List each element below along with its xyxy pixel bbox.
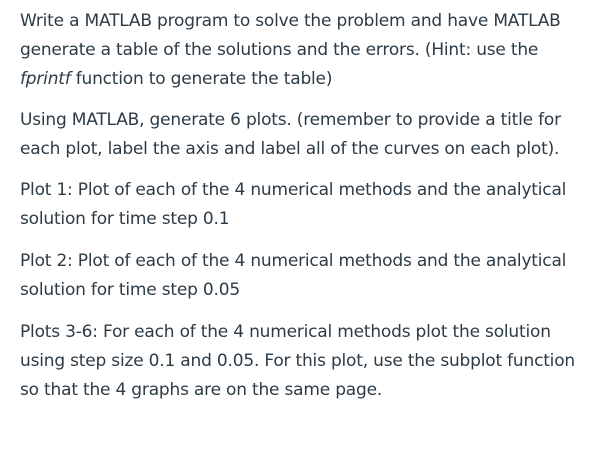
- paragraph-plot-1: Plot 1: Plot of each of the 4 numerical methods and the analytical solution for time step 0.1: [20, 180, 567, 229]
- fprintf-emphasis: fprintf: [20, 69, 71, 89]
- paragraph-matlab-program-text: Write a MATLAB program to solve the problem and have MATLAB generate a table of the solutions and the errors. (Hint: use the: [20, 11, 561, 60]
- paragraph-matlab-program-text-end: function to generate the table): [70, 69, 333, 89]
- document-body: [20, 0, 592, 405]
- paragraph-plots-3-6: Plots 3-6: For each of the 4 numerical methods plot the solution using step size 0.1 and 0.05. For this plot, use the subplot function so that the 4 graphs are on the same page.: [20, 322, 575, 400]
- paragraph-plot-2: Plot 2: Plot of each of the 4 numerical methods and the analytical solution for time step 0.05: [20, 251, 567, 300]
- paragraph-generate-plots: Using MATLAB, generate 6 plots. (remember to provide a title for each plot, label the axis and label all of the curves on each plot).: [20, 110, 561, 159]
- paragraph-matlab-program: [20, 0, 592, 94]
